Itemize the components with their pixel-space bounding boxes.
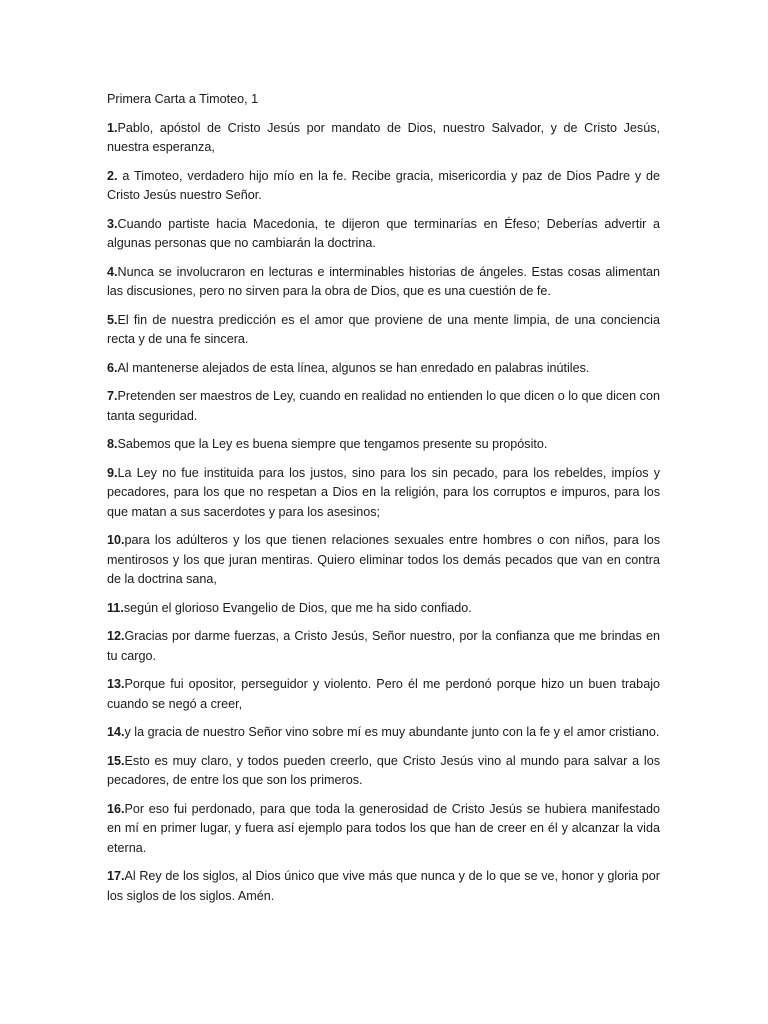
verse-number: 13. <box>107 677 125 691</box>
verse-17 <box>107 867 660 906</box>
verse-text: Sabemos que la Ley es buena siempre que tengamos presente su propósito. <box>117 437 548 451</box>
verse-8 <box>107 435 660 455</box>
verse-text: Pretenden ser maestros de Ley, cuando en realidad no entienden lo que dicen o lo que dicen con tanta seguridad. <box>107 389 660 423</box>
verse-11 <box>107 599 660 619</box>
verse-number: 9. <box>107 465 118 480</box>
verse-text: a Timoteo, verdadero hijo mío en la fe. Recibe gracia, misericordia y paz de Dios Padre y de Cristo Jesús nuestro Señor. <box>107 168 660 202</box>
verse-text: Esto es muy claro, y todos pueden creerlo, que Cristo Jesús vino al mundo para salvar a los pecadores, de entre los que son los primeros. <box>107 753 660 787</box>
verse-12 <box>107 627 660 666</box>
verse-number: 17. <box>107 869 125 883</box>
verse-10 <box>107 531 660 590</box>
verse-16 <box>107 800 660 859</box>
verse-text: Porque fui opositor, perseguidor y violento. Pero él me perdonó porque hizo un buen trabajo cuando se negó a creer, <box>107 677 660 711</box>
verse-number: 14. <box>107 725 125 739</box>
verse-text: y la gracia de nuestro Señor vino sobre mí es muy abundante junto con la fe y el amor cristiano. <box>124 725 660 739</box>
verse-number: 6. <box>107 360 118 375</box>
verse-text: Al Rey de los siglos, al Dios único que vive más que nunca y de lo que se ve, honor y gloria por los siglos de los siglos. Amén. <box>107 869 660 903</box>
verse-number: 16. <box>107 801 125 816</box>
verse-15 <box>107 752 660 791</box>
verse-text: según el glorioso Evangelio de Dios, que me ha sido confiado. <box>123 600 472 615</box>
verse-9 <box>107 464 660 523</box>
verse-7 <box>107 387 660 426</box>
verse-text: Cuando partiste hacia Macedonia, te dijeron que terminarías en Éfeso; Deberías advertir a algunas personas que no cambiarán la doctrina. <box>107 216 660 250</box>
verse-4 <box>107 263 660 302</box>
verse-number: 15. <box>107 753 125 768</box>
verse-number: 3. <box>107 216 118 231</box>
verse-text: La Ley no fue instituida para los justos, sino para los sin pecado, para los rebeldes, impíos y pecadores, para los que no respetan a Dios en la religión, para los corruptos e impuros, para los que matan a sus sacerdotes y para los asesinos; <box>107 465 660 519</box>
verse-number: 12. <box>107 629 125 643</box>
verse-14 <box>107 723 660 743</box>
verse-text: Al mantenerse alejados de esta línea, algunos se han enredado en palabras inútiles. <box>117 360 590 375</box>
verse-3 <box>107 215 660 254</box>
verse-text: Pablo, apóstol de Cristo Jesús por mandato de Dios, nuestro Salvador, y de Cristo Jesús, nuestra esperanza, <box>107 120 660 154</box>
verse-text: Nunca se involucraron en lecturas e interminables historias de ángeles. Estas cosas alimentan las discusiones, pero no sirven para la obra de Dios, que es una cuestión de fe. <box>107 264 660 298</box>
verse-number: 8. <box>107 437 118 451</box>
verse-13 <box>107 675 660 714</box>
verse-number: 10. <box>107 533 125 547</box>
verse-number: 2. <box>107 168 118 183</box>
verse-1 <box>107 119 660 158</box>
verse-number: 1. <box>107 120 118 135</box>
verse-2 <box>107 167 660 206</box>
document-title: Primera Carta a Timoteo, 1 <box>107 92 259 106</box>
verse-6 <box>107 359 660 379</box>
verse-text: para los adúlteros y los que tienen relaciones sexuales entre hombres o con niños, para los mentirosos y los que juran mentiras. Quiero eliminar todos los demás pecados que van en contra de la doctrina sana, <box>107 533 660 586</box>
verse-text: El fin de nuestra predicción es el amor que proviene de una mente limpia, de una conciencia recta y de una fe sincera. <box>107 312 660 346</box>
verse-number: 4. <box>107 264 118 279</box>
verse-5 <box>107 311 660 350</box>
verse-text: Gracias por darme fuerzas, a Cristo Jesús, Señor nuestro, por la confianza que me brindas en tu cargo. <box>107 629 660 663</box>
verse-number: 5. <box>107 312 118 327</box>
verse-number: 7. <box>107 389 118 403</box>
document-page <box>107 90 660 915</box>
verse-number: 11. <box>107 600 124 615</box>
verse-text: Por eso fui perdonado, para que toda la generosidad de Cristo Jesús se hubiera manifestado en mí en primer lugar, y fuera así ejemplo para todos los que han de creer en él y alcanzar la vida eterna. <box>107 801 660 855</box>
